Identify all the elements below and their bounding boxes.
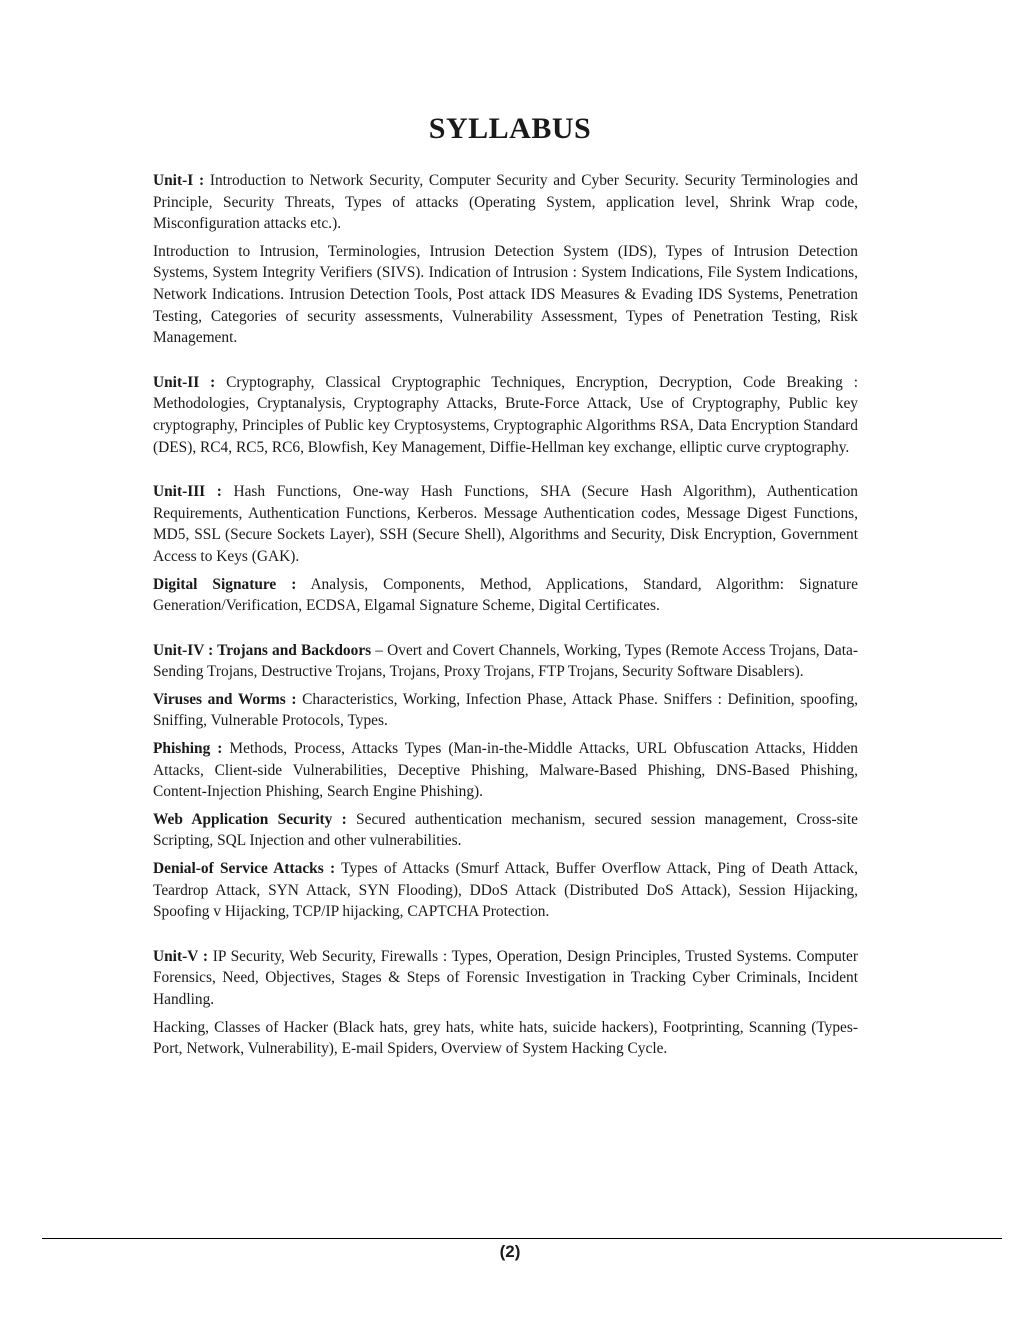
viruses-worms-text: Characteristics, Working, Infection Phase, Attack Phase. Sniffers : Definition, spoofing, Sniffing, Vulnerable Protocols, Types. [153,690,858,730]
unit-4-text: – Overt and Covert Channels, Working, Types (Remote Access Trojans, Data-Sending Trojans, Destructive Trojans, Trojans, Proxy Trojans, FTP Trojans, Security Software Disablers). [153,641,858,681]
unit-1-text-2: Introduction to Intrusion, Terminologies, Intrusion Detection System (IDS), Types of Intrusion Detection Systems, System Integrity Verifiers (SIVS). Indication of Intrusion : System Indications, File System Indications, Network Indications. Intrusion Detection Tools, Post attack IDS Measures & Evading IDS Systems, Penetration Testing, Categories of security assessments, Vulnerability Assessment, Types of Penetration Testing, Risk Management. [153,242,858,347]
unit-1-paragraph-2 [153,241,858,349]
unit-1-paragraph-1 [153,170,858,235]
unit-3-text: Hash Functions, One-way Hash Functions, SHA (Secure Hash Algorithm), Authentication Requirements, Authentication Functions, Kerberos. Message Authentication codes, Message Digest Functions, MD5, SSL (Secure Sockets Layer), SSH (Secure Shell), Algorithms and Security, Disk Encryption, Government Access to Keys (GAK). [153,483,858,565]
unit-3-section [153,481,858,617]
phishing-text: Methods, Process, Attacks Types (Man-in-the-Middle Attacks, URL Obfuscation Attacks, Hidden Attacks, Client-side Vulnerabilities, Deceptive Phishing, Malware-Based Phishing, DNS-Based Phishing, Content-Injection Phishing, Search Engine Phishing). [153,740,858,801]
syllabus-content [153,170,858,1083]
unit-5-text: IP Security, Web Security, Firewalls : Types, Operation, Design Principles, Trusted Systems. Computer Forensics, Need, Objectives, Stages & Steps of Forensic Investigation in Tracking Cyber Criminals, Incident Handling. [153,947,858,1008]
unit-5-text-2: Hacking, Classes of Hacker (Black hats, grey hats, white hats, suicide hackers), Footprinting, Scanning (Types-Port, Network, Vulnerability), E-mail Spiders, Overview of System Hacking Cycle. [153,1018,858,1058]
unit-2-paragraph-1 [153,372,858,458]
unit-1-text: Introduction to Network Security, Computer Security and Cyber Security. Security Terminologies and Principle, Security Threats, Types of attacks (Operating System, application level, Shrink Wrap code, Misconfiguration attacks etc.). [153,172,858,233]
unit-4-section [153,640,858,923]
unit-3-paragraph-2 [153,574,858,617]
unit-3-heading: Unit-III : [153,483,222,501]
unit-4-paragraph-2 [153,689,858,732]
web-app-security-heading: Web Application Security : [153,810,347,828]
unit-3-paragraph-1 [153,481,858,567]
digital-signature-text: Analysis, Components, Method, Applications, Standard, Algorithm: Signature Generation/Verification, ECDSA, Elgamal Signature Scheme, Digital Certificates. [153,575,858,615]
unit-4-heading: Unit-IV : Trojans and Backdoors [153,641,372,659]
unit-4-paragraph-1 [153,640,858,683]
unit-2-heading: Unit-II : [153,373,216,391]
unit-1-heading: Unit-I : [153,172,205,189]
unit-2-section [153,372,858,458]
page-number: (2) [499,1242,521,1261]
dos-attacks-text: Types of Attacks (Smurf Attack, Buffer Overflow Attack, Ping of Death Attack, Teardrop Attack, SYN Attack, SYN Flooding), DDoS Attack (Distributed DoS Attack), Session Hijacking, Spoofing v Hijacking, TCP/IP hijacking, CAPTCHA Protection. [153,860,859,921]
dos-attacks-heading: Denial-of Service Attacks : [153,860,336,878]
unit-5-heading: Unit-V : [153,947,208,965]
unit-4-paragraph-3 [153,738,858,803]
phishing-heading: Phishing : [153,740,223,758]
digital-signature-heading: Digital Signature : [153,575,297,593]
page-title: SYLLABUS [428,112,592,145]
unit-2-text: Cryptography, Classical Cryptographic Techniques, Encryption, Decryption, Code Breaking : Methodologies, Cryptanalysis, Cryptography Attacks, Brute-Force Attack, Use of Cryptography, Public key cryptography, Principles of Public key Cryptosystems, Cryptographic Algorithms RSA, Data Encryption Standard (DES), RC4, RC5, RC6, Blowfish, Key Management, Diffie-Hellman key exchange, elliptic curve cryptography. [153,373,858,456]
unit-5-section [153,946,858,1060]
unit-1-section [153,170,858,349]
unit-4-paragraph-5 [153,858,858,923]
unit-5-paragraph-1 [153,946,858,1011]
web-app-security-text: Secured authentication mechanism, secured session management, Cross-site Scripting, SQL Injection and other vulnerabilities. [153,810,858,850]
unit-4-paragraph-4 [153,809,858,852]
footer-divider [42,1238,1002,1239]
unit-5-paragraph-2 [153,1017,858,1060]
viruses-worms-heading: Viruses and Worms : [153,690,297,708]
